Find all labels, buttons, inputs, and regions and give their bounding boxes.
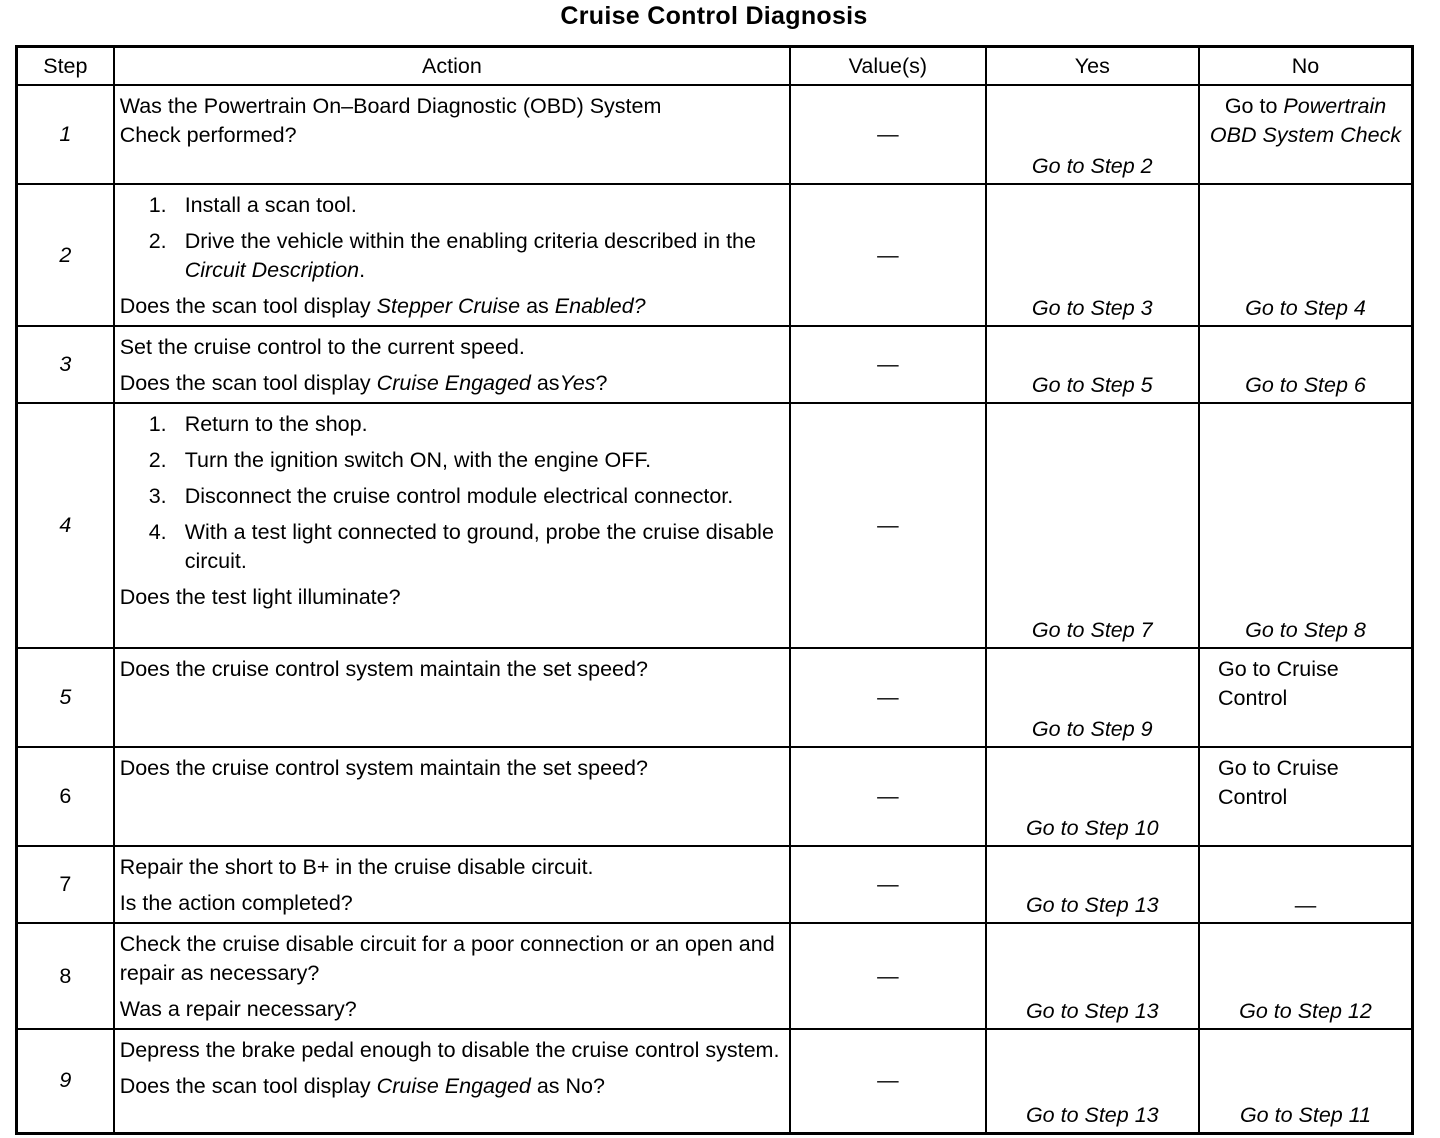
yes-cell: Go to Step 10: [986, 747, 1199, 846]
header-action: Action: [114, 47, 790, 86]
yes-cell: Go to Step 13: [986, 846, 1199, 923]
header-no: No: [1199, 47, 1412, 86]
table-row: [17, 747, 1413, 846]
no-cell: Go to Cruise Control: [1199, 747, 1412, 846]
header-yes: Yes: [986, 47, 1199, 86]
step-number: 6: [17, 747, 114, 846]
value-cell: —: [790, 326, 985, 403]
table-row: [17, 403, 1413, 648]
step-number: 5: [17, 648, 114, 747]
action-cell: Was the Powertrain On–Board Diagnostic (OBD) System Check performed?: [114, 85, 790, 184]
action-cell: Repair the short to B+ in the cruise disable circuit. Is the action completed?: [114, 846, 790, 923]
no-cell: Go to Step 11: [1199, 1029, 1412, 1133]
step-number: 4: [17, 403, 114, 648]
diagnosis-table: [15, 45, 1414, 1135]
action-cell: 1. Install a scan tool. 2. Drive the vehicle within the enabling criteria described in the Circuit Description. Does the scan tool display Stepper Cruise as Enabled?: [114, 184, 790, 326]
no-cell: Go to Cruise Control: [1199, 648, 1412, 747]
yes-cell: Go to Step 3: [986, 184, 1199, 326]
no-cell: Go to Step 12: [1199, 923, 1412, 1029]
header-values: Value(s): [790, 47, 985, 86]
action-cell: Does the cruise control system maintain the set speed?: [114, 747, 790, 846]
yes-cell: Go to Step 2: [986, 85, 1199, 184]
no-cell: Go to Step 6: [1199, 326, 1412, 403]
table-row: [17, 184, 1413, 326]
header-step: Step: [17, 47, 114, 86]
table-row: [17, 846, 1413, 923]
step-number: 7: [17, 846, 114, 923]
step-number: 2: [17, 184, 114, 326]
step-number: 9: [17, 1029, 114, 1133]
table-row: [17, 1029, 1413, 1133]
value-cell: —: [790, 403, 985, 648]
action-cell: 1. Return to the shop. 2. Turn the ignition switch ON, with the engine OFF. 3. Disconnect the cruise control module electrical connector. 4. With a test light connected to ground, probe the cruise disable circuit. Does the test light illuminate?: [114, 403, 790, 648]
action-cell: Set the cruise control to the current speed. Does the scan tool display Cruise Engaged asYes?: [114, 326, 790, 403]
page-title: Cruise Control Diagnosis: [560, 2, 868, 30]
yes-cell: Go to Step 9: [986, 648, 1199, 747]
step-number: 3: [17, 326, 114, 403]
table-row: [17, 85, 1413, 184]
header-row: [17, 47, 1413, 86]
action-cell: Does the cruise control system maintain the set speed?: [114, 648, 790, 747]
no-cell: Go to Powertrain OBD System Check: [1199, 85, 1412, 184]
value-cell: —: [790, 1029, 985, 1133]
table-row: [17, 648, 1413, 747]
table-row: [17, 923, 1413, 1029]
step-number: 8: [17, 923, 114, 1029]
action-cell: Check the cruise disable circuit for a poor connection or an open and repair as necessary? Was a repair necessary?: [114, 923, 790, 1029]
no-cell: —: [1199, 846, 1412, 923]
value-cell: —: [790, 846, 985, 923]
step-number: 1: [17, 85, 114, 184]
value-cell: —: [790, 648, 985, 747]
value-cell: —: [790, 923, 985, 1029]
yes-cell: Go to Step 7: [986, 403, 1199, 648]
value-cell: —: [790, 85, 985, 184]
yes-cell: Go to Step 13: [986, 1029, 1199, 1133]
no-cell: Go to Step 8: [1199, 403, 1412, 648]
yes-cell: Go to Step 5: [986, 326, 1199, 403]
no-cell: Go to Step 4: [1199, 184, 1412, 326]
value-cell: —: [790, 747, 985, 846]
action-cell: Depress the brake pedal enough to disable the cruise control system. Does the scan tool display Cruise Engaged as No?: [114, 1029, 790, 1133]
yes-cell: Go to Step 13: [986, 923, 1199, 1029]
table-row: [17, 326, 1413, 403]
value-cell: —: [790, 184, 985, 326]
